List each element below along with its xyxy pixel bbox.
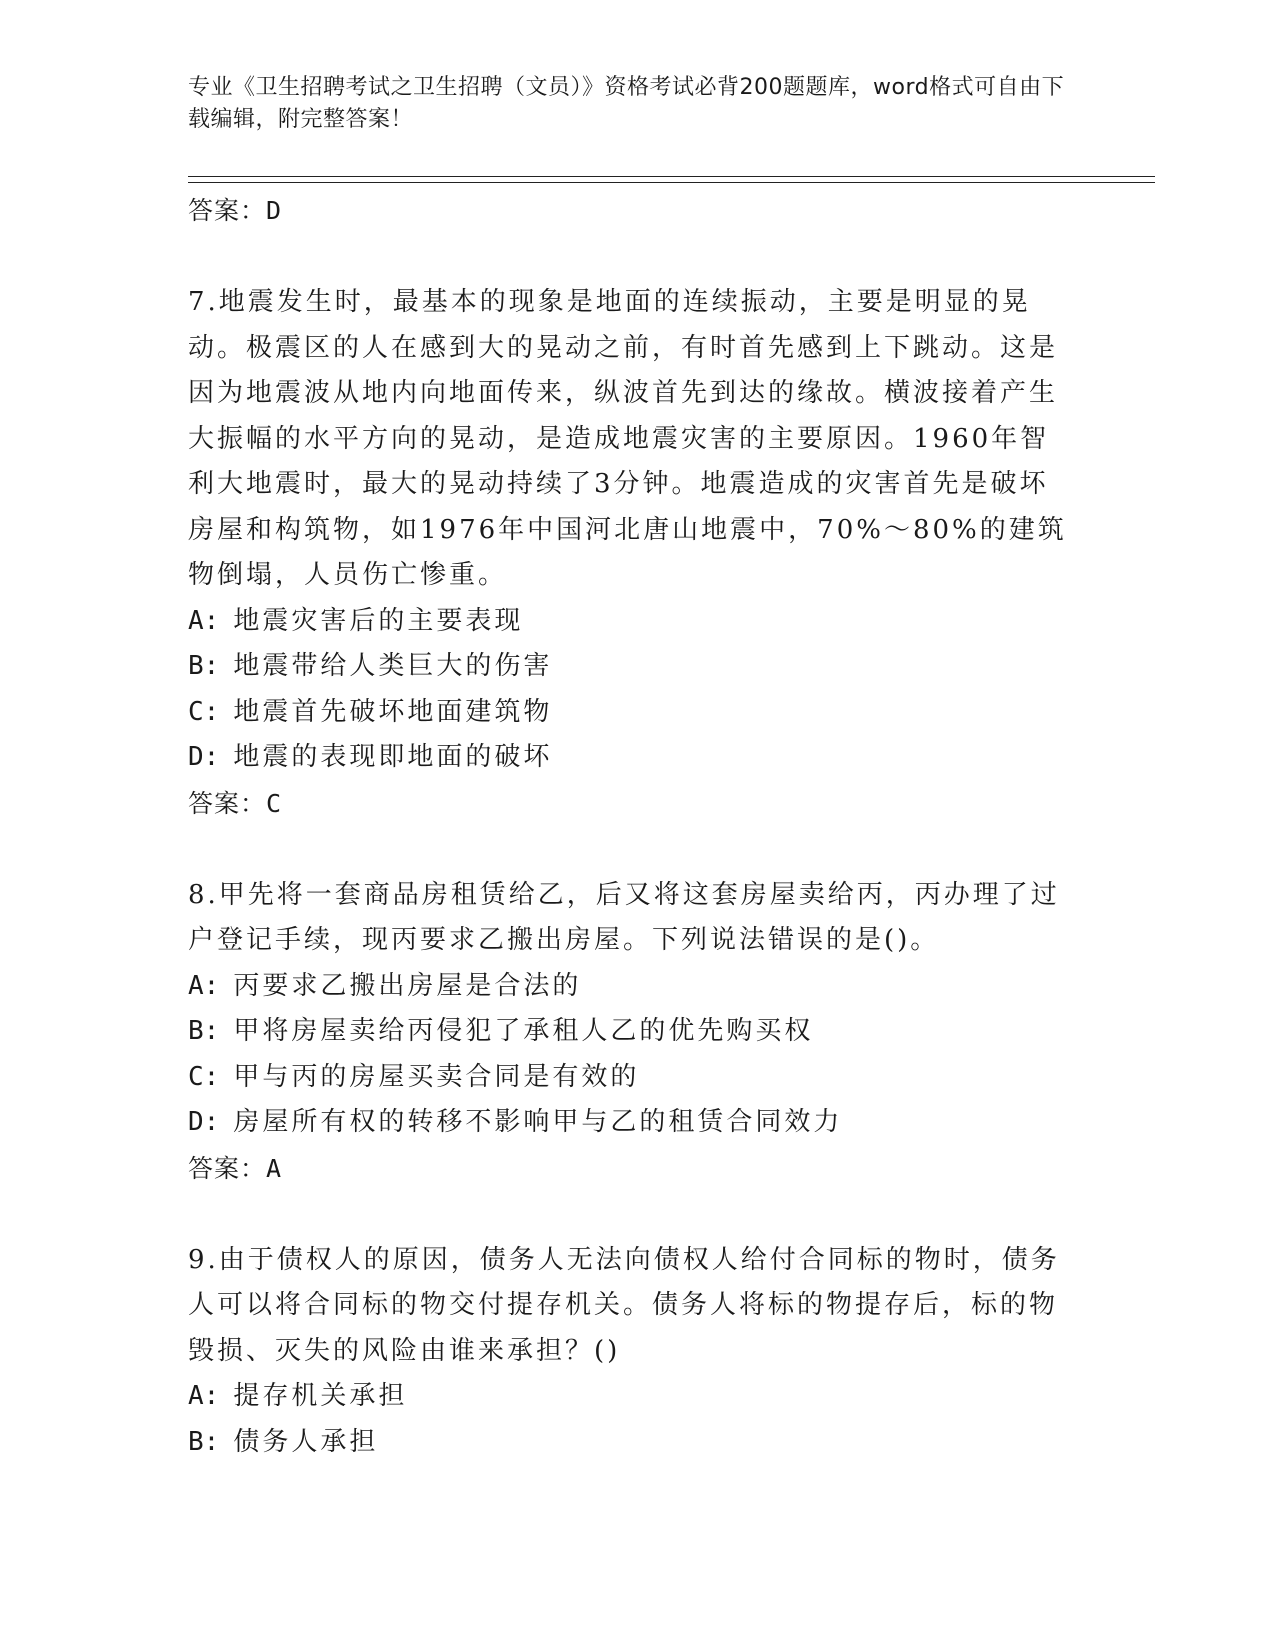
- option-letter: A:: [188, 605, 220, 636]
- answer-line: [188, 781, 1068, 827]
- option-letter: A:: [188, 1381, 220, 1411]
- option-letter: C:: [188, 696, 220, 727]
- option-d: [188, 1100, 1068, 1146]
- option-b: [188, 1420, 1068, 1466]
- answer-label: 答案：: [188, 196, 267, 225]
- answer-line: [188, 188, 1068, 234]
- option-letter: B:: [188, 1426, 220, 1457]
- option-b: [188, 1009, 1068, 1055]
- answer-label: 答案：: [188, 1153, 267, 1183]
- header-divider-bottom: [188, 182, 1155, 183]
- option-letter: B:: [188, 1016, 220, 1046]
- option-a: [188, 599, 1068, 645]
- option-c: [188, 690, 1068, 736]
- question-block: [188, 1238, 1068, 1466]
- option-text: 甲与丙的房屋买卖合同是有效的: [233, 1061, 640, 1092]
- answer-value: C: [266, 788, 282, 818]
- option-b: [188, 644, 1068, 690]
- question-block: [188, 873, 1068, 1192]
- answer-value: D: [266, 196, 282, 225]
- question-text: 7.地震发生时，最基本的现象是地面的连续振动，主要是明显的晃动。极震区的人在感到大的晃动之前，有时首先感到上下跳动。这是因为地震波从地内向地面传来，纵波首先到达的缘故。横波接着产生大振幅的水平方向的晃动，是造成地震灾害的主要原因。1960年智利大地震时，最大的晃动持续了3分钟。地震造成的灾害首先是破坏房屋和构筑物，如1976年中国河北唐山地震中，70%～80%的建筑物倒塌，人员伤亡惨重。: [188, 287, 1067, 590]
- option-text: 房屋所有权的转移不影响甲与乙的租赁合同效力: [233, 1107, 843, 1137]
- option-text: 地震灾害后的主要表现: [233, 605, 524, 636]
- option-letter: D:: [188, 1107, 220, 1137]
- option-d: [188, 735, 1068, 781]
- option-text: 地震带给人类巨大的伤害: [233, 651, 553, 681]
- option-a: [188, 964, 1068, 1010]
- option-text: 地震的表现即地面的破坏: [233, 742, 553, 772]
- option-letter: D:: [188, 742, 220, 772]
- option-text: 地震首先破坏地面建筑物: [233, 696, 553, 727]
- option-letter: C:: [188, 1061, 220, 1092]
- option-text: 丙要求乙搬出房屋是合法的: [233, 970, 582, 1001]
- header-divider-top: [188, 176, 1155, 177]
- document-body: [188, 188, 1068, 1465]
- answer-label: 答案：: [188, 788, 267, 818]
- answer-line: [188, 1146, 1068, 1192]
- option-letter: B:: [188, 651, 220, 681]
- question-block: [188, 280, 1068, 827]
- document-header: 专业《卫生招聘考试之卫生招聘（文员）》资格考试必背200题题库，word格式可自由下载编辑，附完整答案！: [188, 75, 1065, 132]
- option-text: 提存机关承担: [233, 1381, 408, 1411]
- option-text: 甲将房屋卖给丙侵犯了承租人乙的优先购买权: [233, 1016, 814, 1046]
- option-a: [188, 1374, 1068, 1420]
- option-c: [188, 1055, 1068, 1101]
- answer-value: A: [266, 1153, 282, 1183]
- question-text: 9.由于债权人的原因，债务人无法向债权人给付合同标的物时，债务人可以将合同标的物交付提存机关。债务人将标的物提存后，标的物毁损、灭失的风险由谁来承担？(): [188, 1244, 1060, 1366]
- question-text: 8.甲先将一套商品房租赁给乙，后又将这套房屋卖给丙，丙办理了过户登记手续，现丙要求乙搬出房屋。下列说法错误的是()。: [188, 879, 1060, 955]
- option-letter: A:: [188, 970, 220, 1001]
- option-text: 债务人承担: [233, 1426, 379, 1457]
